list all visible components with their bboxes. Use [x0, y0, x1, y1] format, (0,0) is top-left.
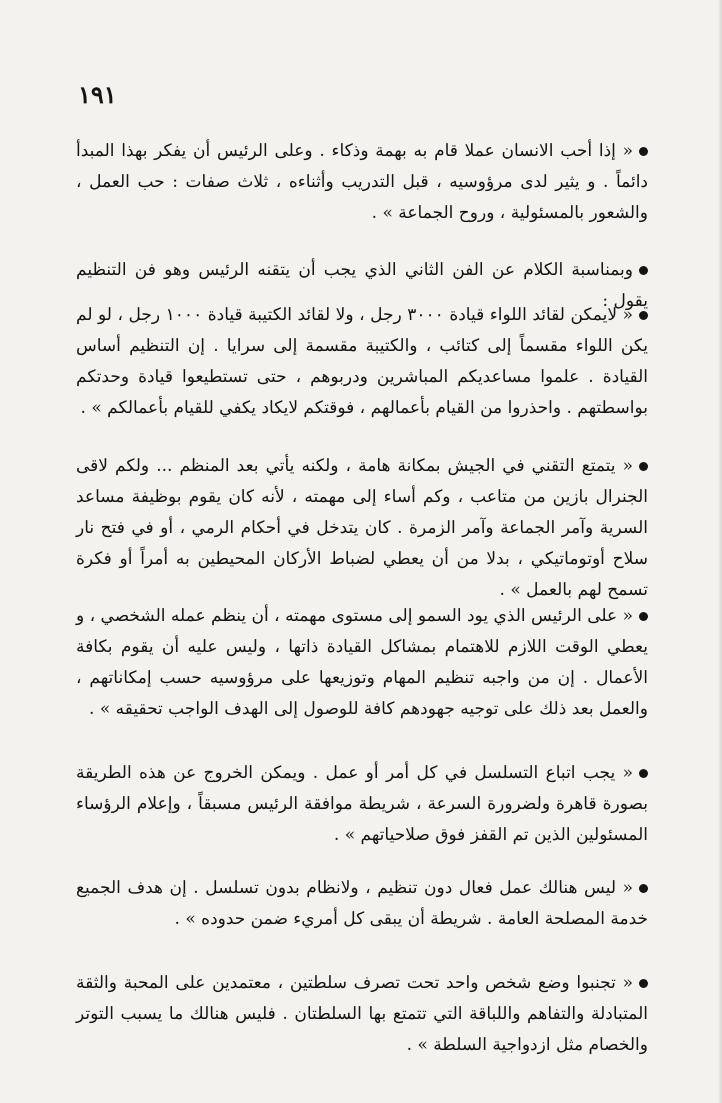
- paragraph-5: [76, 601, 648, 725]
- paragraph-8: [76, 968, 648, 1061]
- paragraph-3: [76, 300, 648, 424]
- paragraph-text: « يتمتع التقني في الجيش بمكانة هامة ، ولكنه يأتي بعد المنظم ... ولكم لاقى الجنرال بازين من متاعب ، وكم أساء إلى مهمته ، لأنه كان يقوم بوظيفة مساعد السرية وآمر الجماعة وآمر الزمرة . كان يتدخل في أحكام الرمي ، أو في فتح نار سلاح أوتوماتيكي ، بدلا من أن يعطي لضباط الأركان المحيطين به أمراً أو فكرة تسمح لهم بالعمل » .: [76, 456, 648, 600]
- bullet-icon: [639, 612, 648, 621]
- bullet-icon: [639, 147, 648, 156]
- bullet-icon: [639, 769, 648, 778]
- paragraph-text: « تجنبوا وضع شخص واحد تحت تصرف سلطتين ، معتمدين على المحبة والثقة المتبادلة والتفاهم واللباقة التي تتمتع بها السلطتان . فليس هنالك ما يسبب التوتر والخصام مثل ازدواجية السلطة » .: [76, 973, 648, 1055]
- bullet-icon: [639, 979, 648, 988]
- bullet-icon: [639, 462, 648, 471]
- bullet-icon: [639, 884, 648, 893]
- scan-edge: [718, 0, 722, 1103]
- paragraph-text: « يجب اتباع التسلسل في كل أمر أو عمل . ويمكن الخروج عن هذه الطريقة بصورة قاهرة ولضرورة السرعة ، شريطة موافقة الرئيس مسبقاً ، وإعلام الرؤساء المسئولين الذين تم القفز فوق صلاحياتهم » .: [76, 763, 648, 845]
- paragraph-text: وبمناسبة الكلام عن الفن الثاني الذي يجب أن يتقنه الرئيس وهو فن التنظيم يقول :: [76, 260, 648, 311]
- paragraph-1: [76, 136, 648, 229]
- bullet-icon: [639, 266, 648, 275]
- paragraph-text: « ليس هنالك عمل فعال دون تنظيم ، ولانظام بدون تسلسل . إن هدف الجميع خدمة المصلحة العامة . شريطة أن يبقى كل أمريء ضمن حدوده » .: [76, 878, 648, 929]
- paragraph-7: [76, 873, 648, 935]
- paragraph-text: « إذا أحب الانسان عملا قام به بهمة وذكاء . وعلى الرئيس أن يفكر بهذا المبدأ دائماً . و يثير لدى مرؤوسيه ، قبل التدريب وأثناءه ، ثلاث صفات : حب العمل ، والشعور بالمسئولية ، وروح الجماعة » .: [76, 141, 648, 223]
- paragraph-4: [76, 451, 648, 606]
- paragraph-6: [76, 758, 648, 851]
- paragraph-text: « لايمكن لقائد اللواء قيادة ٣٠٠٠ رجل ، ولا لقائد الكتيبة قيادة ١٠٠٠ رجل ، لو لم يكن اللواء مقسماً إلى كتائب ، والكتيبة مقسمة إلى سرايا . إن التنظيم أساس القيادة . علموا مساعديكم المباشرين ودربوهم ، حتى تستطيعوا قيادة وحدتكم بواسطتهم . واحذروا من القيام بأعمالهم ، فوقتكم لايكاد يكفي للقيام بأعمالكم » .: [76, 305, 648, 418]
- page-number: ١٩١: [78, 80, 117, 109]
- bullet-icon: [639, 311, 648, 320]
- paragraph-text: « على الرئيس الذي يود السمو إلى مستوى مهمته ، أن ينظم عمله الشخصي ، و يعطي الوقت اللازم للاهتمام بمشاكل القيادة ذاتها ، وليس عليه أن يقوم بكافة الأعمال . إن من واجبه تنظيم المهام وتوزيعها على مرؤوسيه حسب إمكاناتهم ، والعمل بعد ذلك على توجيه جهودهم كافة للوصول إلى الهدف الواجب تحقيقه » .: [76, 606, 648, 719]
